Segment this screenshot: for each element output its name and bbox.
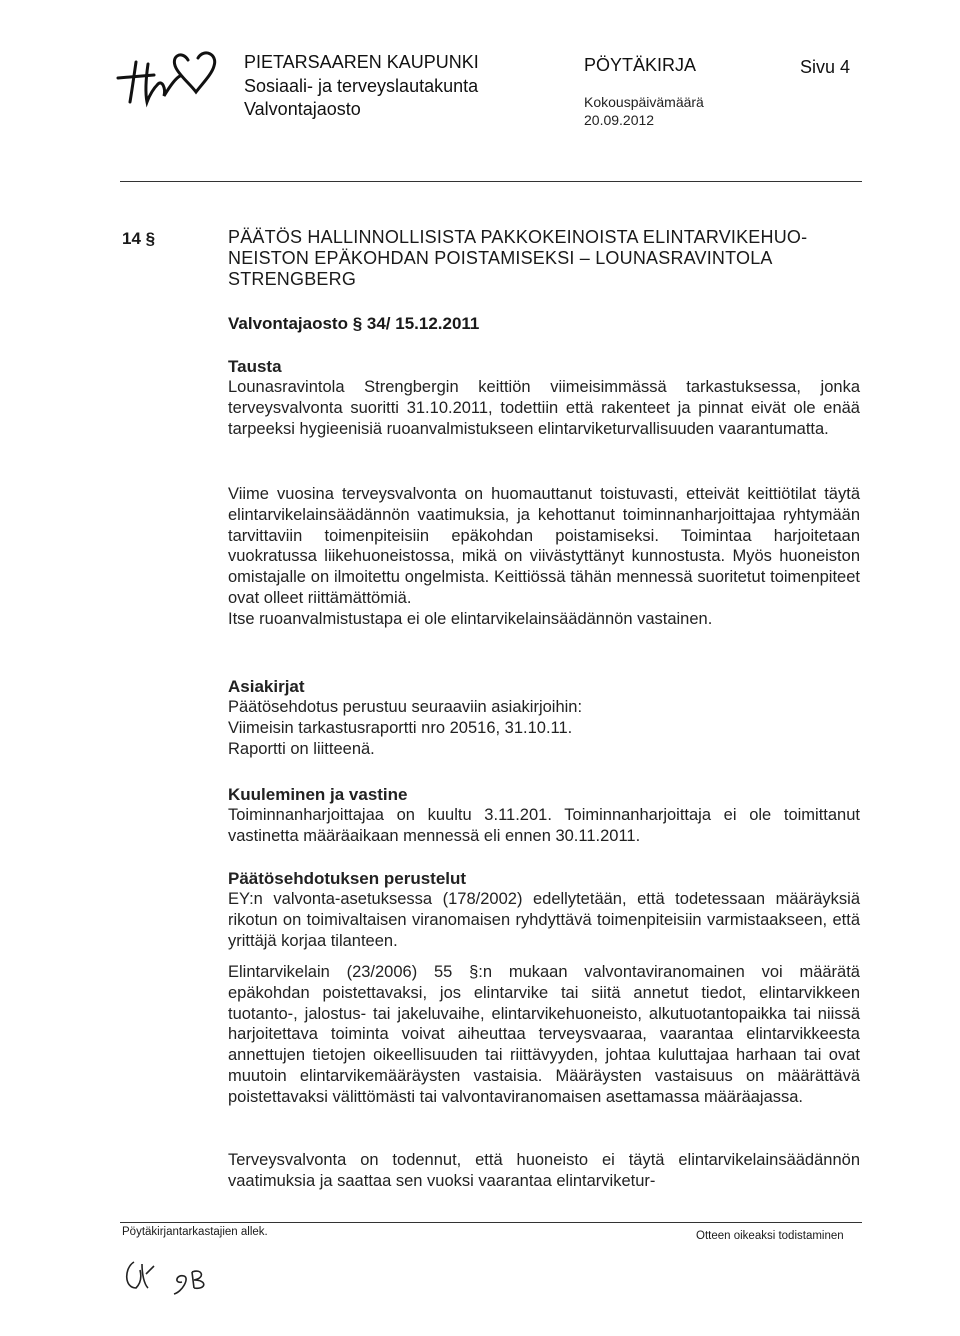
asiakirjat-section	[228, 676, 860, 759]
tausta-section	[228, 356, 860, 439]
footer-divider	[120, 1222, 862, 1223]
reviewer-initials-signature	[118, 1244, 228, 1304]
perustelut-section	[228, 868, 860, 951]
asiakirjat-line-1: Päätösehdotus perustuu seuraaviin asiakirjoihin:	[228, 698, 583, 716]
tausta-paragraph-3: Itse ruoanvalmistustapa ei ole elintarvikelainsäädännön vastainen.	[228, 609, 713, 628]
certification-label: Otteen oikeaksi todistaminen	[696, 1230, 844, 1242]
meeting-date: 20.09.2012	[584, 112, 655, 128]
tausta-paragraph-1: Lounasravintola Strengbergin keittiön viimeisimmässä tarkastuksessa, jonka terveysvalvonta suoritti 31.10.2011, todettiin että rakenteet ja pinnat eivät ole enää tarpeeksi hygieenisiä ruoanvalmistukseen elintarviketurvallisuuden vaarantumatta.	[228, 378, 860, 438]
tausta-paragraph-2: Viime vuosina terveysvalvonta on huomauttanut toistuvasti, etteivät keittiötilat täytä elintarvikelainsäädännön vaatimuksia, ja kehottanut toiminnanharjoittajaa ryhtymään tarvittaviin toimenpiteisiin epäkohdan poistamiseksi. Toimintaa harjoitetaan vuokratussa liikehuoneistossa, mikä on viivästyttänyt kunnostusta. Myös huoneiston omistajalle on ilmoitettu ongelmista. Keittiössä tähän mennessä suoritetut toimenpiteet ovat olleet riittämättömiä.	[228, 485, 860, 607]
perustelut-heading: Päätösehdotuksen perustelut	[228, 869, 467, 888]
tausta-heading: Tausta	[228, 357, 282, 376]
kuuleminen-paragraph: Toiminnanharjoittajaa on kuultu 3.11.201. Toiminnanharjoittaja ei ole toimittanut vastinetta määräaikaan mennessä eli ennen 30.11.2011.	[228, 806, 860, 845]
org-name: PIETARSAAREN KAUPUNKI	[244, 52, 479, 72]
asiakirjat-heading: Asiakirjat	[228, 677, 305, 696]
perustelut-final	[228, 1150, 860, 1192]
section-title: PÄÄTÖS HALLINNOLLISISTA PAKKOKEINOISTA ELINTARVIKEHUONEISTON EPÄKOHDAN POISTAMISEKSI – LOUNASRAVINTOLA STRENGBERG	[228, 227, 808, 289]
section-reference: Valvontajaosto § 34/ 15.12.2011	[228, 314, 480, 333]
perustelut-paragraph-3: Terveysvalvonta on todennut, että huoneisto ei täytä elintarvikelainsäädännön vaatimuksia ja saattaa sen vuoksi vaarantaa elintarviketur-	[228, 1151, 860, 1190]
kuuleminen-heading: Kuuleminen ja vastine	[228, 785, 408, 804]
tausta-continued	[228, 484, 860, 630]
kuuleminen-section	[228, 784, 860, 847]
perustelut-paragraph-1: EY:n valvonta-asetuksessa (178/2002) edellytetään, että todetessaan määräyksiä rikotun on toimivaltaisen viranomaisen ryhdyttävä toimenpiteisiin varmistaakseen, että yrittäjä korjaa tilanteen.	[228, 890, 860, 950]
document-type: PÖYTÄKIRJA	[584, 55, 697, 75]
reviewer-signature-label: Pöytäkirjantarkastajien allek.	[122, 1226, 268, 1238]
asiakirjat-line-2: Viimeisin tarkastusraportti nro 20516, 31.10.11.	[228, 718, 573, 737]
date-label: Kokouspäivämäärä	[584, 94, 704, 110]
section-number: 14 §	[122, 229, 156, 248]
page-number: Sivu 4	[800, 57, 851, 77]
board-name: Sosiaali- ja terveyslautakunta	[244, 76, 479, 96]
header-divider	[120, 181, 862, 182]
perustelut-continued	[228, 962, 860, 1108]
city-logo	[114, 44, 224, 114]
asiakirjat-line-3: Raportti on liitteenä.	[228, 739, 375, 758]
perustelut-paragraph-2: Elintarvikelain (23/2006) 55 §:n mukaan valvontaviranomainen voi määrätä epäkohdan poistettavaksi, jos elintarvike tai siitä annetut tiedot, elintarvikkeen tuotanto-, jalostus- tai jakeluvaihe, elintarvikehuoneisto, alkutuotantopaikka tai niissä harjoitettava toiminta voivat aiheuttaa terveysvaaraa, vaarantaa elintarvikkeesta annettujen tietojen oikeellisuuden tai riittävyyden, johtaa kuluttajaa harhaan tai ovat muutoin elintarvikemääräysten vastaisia. Määräysten vastaisuus on määrättävä poistettavaksi välittömästi tai valvontaviranomaisen asettamassa määräajassa.	[228, 963, 860, 1106]
division-name: Valvontajaosto	[244, 99, 361, 119]
